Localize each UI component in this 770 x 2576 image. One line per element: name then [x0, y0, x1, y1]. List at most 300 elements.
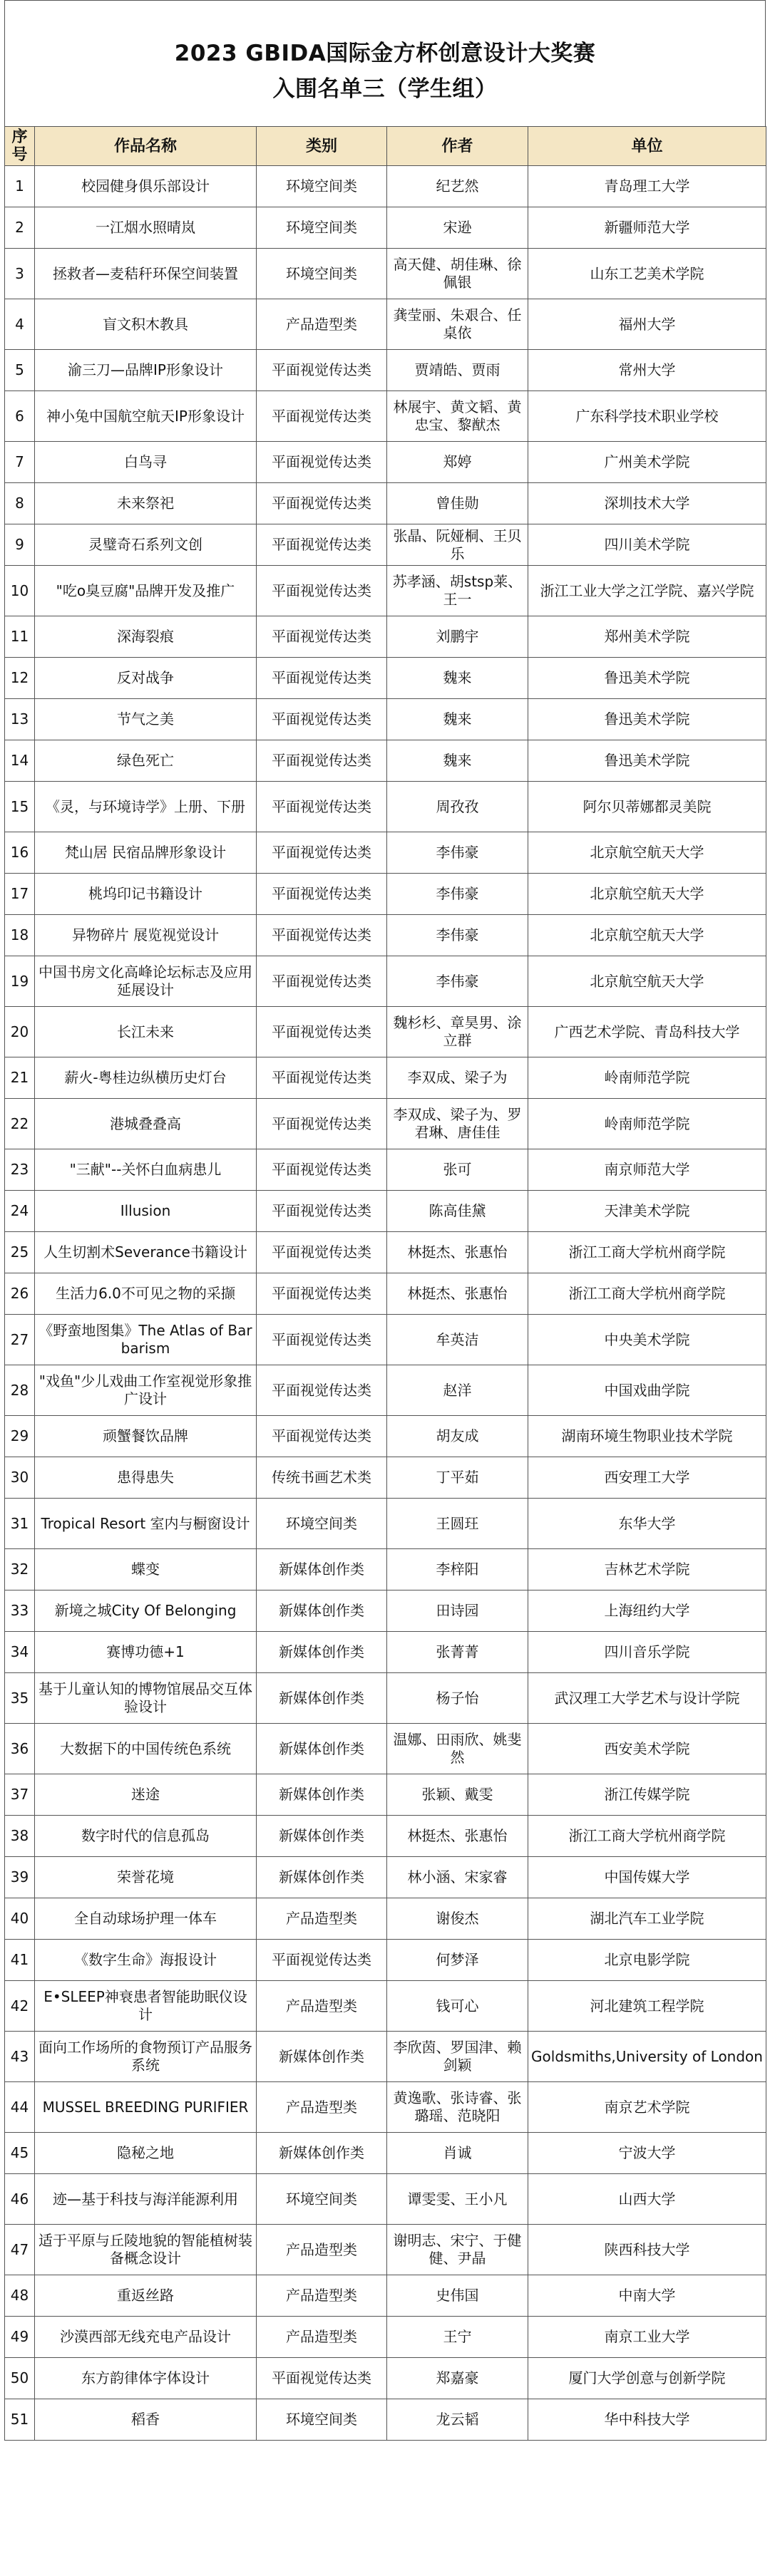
work-title-cell: Illusion: [35, 1191, 257, 1232]
unit-cell: 广东科学技术职业学校: [528, 391, 766, 442]
unit-cell: 南京工业大学: [528, 2317, 766, 2358]
author-cell: 龙云韬: [387, 2399, 528, 2441]
row-number-cell: 35: [5, 1673, 35, 1724]
work-title-cell: 桃坞印记书籍设计: [35, 874, 257, 915]
table-row: [5, 1232, 766, 1273]
table-row: [5, 956, 766, 1007]
unit-cell: 武汉理工大学艺术与设计学院: [528, 1673, 766, 1724]
table-row: [5, 658, 766, 699]
table-row: [5, 2133, 766, 2174]
table-row: [5, 1365, 766, 1416]
row-number-cell: 31: [5, 1499, 35, 1549]
unit-cell: 南京艺术学院: [528, 2082, 766, 2133]
author-cell: 魏来: [387, 740, 528, 782]
category-cell: 环境空间类: [257, 166, 387, 207]
row-number-cell: 51: [5, 2399, 35, 2441]
table-row: [5, 1457, 766, 1499]
table-row: [5, 350, 766, 391]
category-cell: 平面视觉传达类: [257, 616, 387, 658]
unit-cell: 中国戏曲学院: [528, 1365, 766, 1416]
category-cell: 新媒体创作类: [257, 2133, 387, 2174]
author-cell: 黄逸歌、张诗睿、张璐瑶、范晓阳: [387, 2082, 528, 2133]
row-number-cell: 42: [5, 1981, 35, 2032]
category-cell: 平面视觉传达类: [257, 1007, 387, 1057]
author-cell: 李双成、梁子为: [387, 1057, 528, 1099]
row-number-cell: 47: [5, 2225, 35, 2275]
unit-cell: 四川美术学院: [528, 524, 766, 566]
author-cell: 龚莹丽、朱艰合、任桌依: [387, 299, 528, 350]
category-cell: 平面视觉传达类: [257, 699, 387, 740]
work-title-cell: 赛博功德+1: [35, 1632, 257, 1673]
work-title-cell: 稻香: [35, 2399, 257, 2441]
row-number-cell: 34: [5, 1632, 35, 1673]
table-row: [5, 2174, 766, 2225]
category-cell: 平面视觉传达类: [257, 524, 387, 566]
author-cell: 史伟国: [387, 2275, 528, 2317]
table-row: [5, 1590, 766, 1632]
unit-cell: 西安理工大学: [528, 1457, 766, 1499]
category-cell: 平面视觉传达类: [257, 956, 387, 1007]
table-row: [5, 2317, 766, 2358]
header-no: 序号: [5, 127, 35, 166]
row-number-cell: 28: [5, 1365, 35, 1416]
category-cell: 平面视觉传达类: [257, 915, 387, 956]
row-number-cell: 2: [5, 207, 35, 249]
author-cell: 谢俊杰: [387, 1898, 528, 1940]
table-row: [5, 699, 766, 740]
category-cell: 产品造型类: [257, 2225, 387, 2275]
table-row: [5, 1724, 766, 1774]
unit-cell: 四川音乐学院: [528, 1632, 766, 1673]
table-row: [5, 566, 766, 616]
table-row: [5, 1007, 766, 1057]
author-cell: 牟英洁: [387, 1315, 528, 1365]
table-row: [5, 1816, 766, 1857]
author-cell: 陈高佳黛: [387, 1191, 528, 1232]
unit-cell: 北京航空航天大学: [528, 956, 766, 1007]
table-row: [5, 166, 766, 207]
table-row: [5, 1149, 766, 1191]
unit-cell: 上海纽约大学: [528, 1590, 766, 1632]
author-cell: 丁平茹: [387, 1457, 528, 1499]
row-number-cell: 33: [5, 1590, 35, 1632]
author-cell: 赵洋: [387, 1365, 528, 1416]
work-title-cell: 白鸟寻: [35, 442, 257, 483]
work-title-cell: 患得患失: [35, 1457, 257, 1499]
table-row: [5, 2032, 766, 2082]
table-row: [5, 1673, 766, 1724]
category-cell: 新媒体创作类: [257, 1774, 387, 1816]
row-number-cell: 11: [5, 616, 35, 658]
unit-cell: 北京电影学院: [528, 1940, 766, 1981]
unit-cell: 广州美术学院: [528, 442, 766, 483]
table-row: [5, 1273, 766, 1315]
author-cell: 林挺杰、张惠怡: [387, 1816, 528, 1857]
unit-cell: 天津美术学院: [528, 1191, 766, 1232]
category-cell: 新媒体创作类: [257, 1816, 387, 1857]
unit-cell: 中南大学: [528, 2275, 766, 2317]
author-cell: 魏来: [387, 658, 528, 699]
work-title-cell: 蝶变: [35, 1549, 257, 1590]
work-title-cell: 灵璧奇石系列文创: [35, 524, 257, 566]
category-cell: 平面视觉传达类: [257, 1273, 387, 1315]
table-row: [5, 1099, 766, 1149]
category-cell: 平面视觉传达类: [257, 1099, 387, 1149]
category-cell: 平面视觉传达类: [257, 874, 387, 915]
unit-cell: 广西艺术学院、青岛科技大学: [528, 1007, 766, 1057]
unit-cell: 浙江传媒学院: [528, 1774, 766, 1816]
author-cell: 贾靖皓、贾雨: [387, 350, 528, 391]
author-cell: 高天健、胡佳琳、徐佩银: [387, 249, 528, 299]
table-row: [5, 299, 766, 350]
document-sheet: [4, 0, 766, 2573]
table-row: [5, 1191, 766, 1232]
category-cell: 平面视觉传达类: [257, 1149, 387, 1191]
category-cell: 产品造型类: [257, 1898, 387, 1940]
row-number-cell: 8: [5, 483, 35, 524]
author-cell: 魏来: [387, 699, 528, 740]
work-title-cell: 未来祭祀: [35, 483, 257, 524]
work-title-cell: 《野蛮地图集》The Atlas of Barbarism: [35, 1315, 257, 1365]
table-row: [5, 249, 766, 299]
category-cell: 产品造型类: [257, 2082, 387, 2133]
author-cell: 胡友成: [387, 1416, 528, 1457]
work-title-cell: "吃o臭豆腐"品牌开发及推广: [35, 566, 257, 616]
row-number-cell: 49: [5, 2317, 35, 2358]
row-number-cell: 10: [5, 566, 35, 616]
row-number-cell: 23: [5, 1149, 35, 1191]
work-title-cell: "戏鱼"少儿戏曲工作室视觉形象推广设计: [35, 1365, 257, 1416]
work-title-cell: 全自动球场护理一体车: [35, 1898, 257, 1940]
work-title-cell: 异物碎片 展览视觉设计: [35, 915, 257, 956]
category-cell: 环境空间类: [257, 249, 387, 299]
unit-cell: 东华大学: [528, 1499, 766, 1549]
author-cell: 纪艺然: [387, 166, 528, 207]
category-cell: 平面视觉传达类: [257, 740, 387, 782]
table-row: [5, 1981, 766, 2032]
unit-cell: 福州大学: [528, 299, 766, 350]
category-cell: 新媒体创作类: [257, 1590, 387, 1632]
header-unit: 单位: [528, 127, 766, 166]
row-number-cell: 1: [5, 166, 35, 207]
row-number-cell: 7: [5, 442, 35, 483]
row-number-cell: 32: [5, 1549, 35, 1590]
table-row: [5, 616, 766, 658]
work-title-cell: 重返丝路: [35, 2275, 257, 2317]
row-number-cell: 48: [5, 2275, 35, 2317]
author-cell: 谢明志、宋宁、于健健、尹晶: [387, 2225, 528, 2275]
category-cell: 产品造型类: [257, 1981, 387, 2032]
work-title-cell: 港城叠叠高: [35, 1099, 257, 1149]
unit-cell: 浙江工业大学之江学院、嘉兴学院: [528, 566, 766, 616]
category-cell: 新媒体创作类: [257, 1549, 387, 1590]
work-title-cell: 节气之美: [35, 699, 257, 740]
row-number-cell: 15: [5, 782, 35, 832]
page-title: 2023 GBIDA国际金方杯创意设计大奖赛: [174, 41, 596, 66]
work-title-cell: Tropical Resort 室内与橱窗设计: [35, 1499, 257, 1549]
work-title-cell: MUSSEL BREEDING PURIFIER: [35, 2082, 257, 2133]
author-cell: 张菁菁: [387, 1632, 528, 1673]
table-row: [5, 740, 766, 782]
row-number-cell: 39: [5, 1857, 35, 1898]
author-cell: 田诗园: [387, 1590, 528, 1632]
category-cell: 平面视觉传达类: [257, 483, 387, 524]
author-cell: 王宁: [387, 2317, 528, 2358]
author-cell: 张颖、戴雯: [387, 1774, 528, 1816]
work-title-cell: E•SLEEP神衰患者智能助眠仪设计: [35, 1981, 257, 2032]
unit-cell: 陕西科技大学: [528, 2225, 766, 2275]
work-title-cell: 荣誉花境: [35, 1857, 257, 1898]
category-cell: 平面视觉传达类: [257, 1191, 387, 1232]
author-cell: 何梦泽: [387, 1940, 528, 1981]
author-cell: 李伟豪: [387, 915, 528, 956]
table-row: [5, 1940, 766, 1981]
table-row: [5, 1315, 766, 1365]
work-title-cell: 盲文积木教具: [35, 299, 257, 350]
row-number-cell: 21: [5, 1057, 35, 1099]
table-row: [5, 1632, 766, 1673]
row-number-cell: 4: [5, 299, 35, 350]
work-title-cell: "三献"--关怀白血病患儿: [35, 1149, 257, 1191]
unit-cell: 湖北汽车工业学院: [528, 1898, 766, 1940]
row-number-cell: 44: [5, 2082, 35, 2133]
header-category: 类别: [257, 127, 387, 166]
author-cell: 林小涵、宋家睿: [387, 1857, 528, 1898]
author-cell: 刘鹏宇: [387, 616, 528, 658]
work-title-cell: 迹—基于科技与海洋能源利用: [35, 2174, 257, 2225]
unit-cell: 岭南师范学院: [528, 1057, 766, 1099]
row-number-cell: 40: [5, 1898, 35, 1940]
author-cell: 李伟豪: [387, 832, 528, 874]
unit-cell: 阿尔贝蒂娜都灵美院: [528, 782, 766, 832]
row-number-cell: 38: [5, 1816, 35, 1857]
row-number-cell: 27: [5, 1315, 35, 1365]
category-cell: 平面视觉传达类: [257, 658, 387, 699]
unit-cell: Goldsmiths,University of London: [528, 2032, 766, 2082]
category-cell: 新媒体创作类: [257, 2032, 387, 2082]
author-cell: 郑婷: [387, 442, 528, 483]
table-row: [5, 524, 766, 566]
unit-cell: 吉林艺术学院: [528, 1549, 766, 1590]
work-title-cell: 迷途: [35, 1774, 257, 1816]
table-row: [5, 442, 766, 483]
unit-cell: 河北建筑工程学院: [528, 1981, 766, 2032]
table-row: [5, 1898, 766, 1940]
category-cell: 环境空间类: [257, 207, 387, 249]
category-cell: 平面视觉传达类: [257, 1416, 387, 1457]
category-cell: 环境空间类: [257, 1499, 387, 1549]
category-cell: 平面视觉传达类: [257, 1940, 387, 1981]
author-cell: 魏杉杉、章昊男、涂立群: [387, 1007, 528, 1057]
table-row: [5, 782, 766, 832]
row-number-cell: 46: [5, 2174, 35, 2225]
work-title-cell: 薪火-粤桂边纵横历史灯台: [35, 1057, 257, 1099]
work-title-cell: 生活力6.0不可见之物的采撷: [35, 1273, 257, 1315]
title-box: [4, 0, 766, 127]
unit-cell: 浙江工商大学杭州商学院: [528, 1273, 766, 1315]
unit-cell: 湖南环境生物职业技术学院: [528, 1416, 766, 1457]
header-author: 作者: [387, 127, 528, 166]
unit-cell: 西安美术学院: [528, 1724, 766, 1774]
row-number-cell: 6: [5, 391, 35, 442]
unit-cell: 浙江工商大学杭州商学院: [528, 1232, 766, 1273]
row-number-cell: 43: [5, 2032, 35, 2082]
category-cell: 新媒体创作类: [257, 1857, 387, 1898]
work-title-cell: 深海裂痕: [35, 616, 257, 658]
table-row: [5, 1416, 766, 1457]
author-cell: 钱可心: [387, 1981, 528, 2032]
author-cell: 宋逊: [387, 207, 528, 249]
category-cell: 平面视觉传达类: [257, 350, 387, 391]
row-number-cell: 24: [5, 1191, 35, 1232]
work-title-cell: 大数据下的中国传统色系统: [35, 1724, 257, 1774]
unit-cell: 新疆师范大学: [528, 207, 766, 249]
category-cell: 平面视觉传达类: [257, 1315, 387, 1365]
row-number-cell: 17: [5, 874, 35, 915]
author-cell: 温娜、田雨欣、姚斐然: [387, 1724, 528, 1774]
category-cell: 平面视觉传达类: [257, 832, 387, 874]
work-title-cell: 沙漠西部无线充电产品设计: [35, 2317, 257, 2358]
row-number-cell: 22: [5, 1099, 35, 1149]
table-row: [5, 915, 766, 956]
table-row: [5, 1549, 766, 1590]
work-title-cell: 人生切割术Severance书籍设计: [35, 1232, 257, 1273]
unit-cell: 北京航空航天大学: [528, 915, 766, 956]
row-number-cell: 30: [5, 1457, 35, 1499]
work-title-cell: 数字时代的信息孤岛: [35, 1816, 257, 1857]
author-cell: 张晶、阮娅桐、王贝乐: [387, 524, 528, 566]
unit-cell: 南京师范大学: [528, 1149, 766, 1191]
work-title-cell: 《灵，与环境诗学》上册、下册: [35, 782, 257, 832]
category-cell: 产品造型类: [257, 2275, 387, 2317]
unit-cell: 厦门大学创意与创新学院: [528, 2358, 766, 2399]
work-title-cell: 拯救者—麦秸秆环保空间装置: [35, 249, 257, 299]
row-number-cell: 13: [5, 699, 35, 740]
table-row: [5, 2082, 766, 2133]
row-number-cell: 29: [5, 1416, 35, 1457]
author-cell: 林展宇、黄文韬、黄忠宝、黎猷杰: [387, 391, 528, 442]
table-row: [5, 2399, 766, 2441]
category-cell: 平面视觉传达类: [257, 2358, 387, 2399]
table-row: [5, 832, 766, 874]
author-cell: 郑嘉豪: [387, 2358, 528, 2399]
work-title-cell: 《数字生命》海报设计: [35, 1940, 257, 1981]
unit-cell: 中国传媒大学: [528, 1857, 766, 1898]
work-title-cell: 面向工作场所的食物预订产品服务系统: [35, 2032, 257, 2082]
row-number-cell: 37: [5, 1774, 35, 1816]
row-number-cell: 18: [5, 915, 35, 956]
work-title-cell: 一江烟水照晴岚: [35, 207, 257, 249]
table-row: [5, 1499, 766, 1549]
category-cell: 平面视觉传达类: [257, 1057, 387, 1099]
row-number-cell: 50: [5, 2358, 35, 2399]
row-number-cell: 20: [5, 1007, 35, 1057]
row-number-cell: 5: [5, 350, 35, 391]
unit-cell: 华中科技大学: [528, 2399, 766, 2441]
row-number-cell: 36: [5, 1724, 35, 1774]
author-cell: 李双成、梁子为、罗君琳、唐佳佳: [387, 1099, 528, 1149]
category-cell: 产品造型类: [257, 2317, 387, 2358]
category-cell: 平面视觉传达类: [257, 1365, 387, 1416]
unit-cell: 浙江工商大学杭州商学院: [528, 1816, 766, 1857]
author-cell: 林挺杰、张惠怡: [387, 1232, 528, 1273]
author-cell: 李欣茵、罗国津、赖剑颖: [387, 2032, 528, 2082]
author-cell: 李梓阳: [387, 1549, 528, 1590]
work-title-cell: 长江未来: [35, 1007, 257, 1057]
unit-cell: 山西大学: [528, 2174, 766, 2225]
table-header-row: [5, 127, 766, 166]
author-cell: 肖诚: [387, 2133, 528, 2174]
category-cell: 平面视觉传达类: [257, 1232, 387, 1273]
work-title-cell: 神小兔中国航空航天IP形象设计: [35, 391, 257, 442]
header-work: 作品名称: [35, 127, 257, 166]
author-cell: 张可: [387, 1149, 528, 1191]
row-number-cell: 25: [5, 1232, 35, 1273]
work-title-cell: 校园健身俱乐部设计: [35, 166, 257, 207]
table-row: [5, 2225, 766, 2275]
row-number-cell: 9: [5, 524, 35, 566]
author-cell: 杨子怡: [387, 1673, 528, 1724]
work-title-cell: 中国书房文化高峰论坛标志及应用延展设计: [35, 956, 257, 1007]
work-title-cell: 绿色死亡: [35, 740, 257, 782]
category-cell: 环境空间类: [257, 2174, 387, 2225]
category-cell: 传统书画艺术类: [257, 1457, 387, 1499]
author-cell: 曾佳勋: [387, 483, 528, 524]
unit-cell: 郑州美术学院: [528, 616, 766, 658]
work-title-cell: 基于儿童认知的博物馆展品交互体验设计: [35, 1673, 257, 1724]
table-row: [5, 1857, 766, 1898]
row-number-cell: 19: [5, 956, 35, 1007]
unit-cell: 北京航空航天大学: [528, 874, 766, 915]
category-cell: 平面视觉传达类: [257, 782, 387, 832]
table-row: [5, 2275, 766, 2317]
unit-cell: 青岛理工大学: [528, 166, 766, 207]
row-number-cell: 16: [5, 832, 35, 874]
author-cell: 王圆玨: [387, 1499, 528, 1549]
page-subtitle: 入围名单三（学生组）: [272, 76, 498, 102]
unit-cell: 深圳技术大学: [528, 483, 766, 524]
category-cell: 平面视觉传达类: [257, 442, 387, 483]
work-title-cell: 顽蟹餐饮品牌: [35, 1416, 257, 1457]
category-cell: 新媒体创作类: [257, 1724, 387, 1774]
unit-cell: 鲁迅美术学院: [528, 658, 766, 699]
work-title-cell: 渝三刀—品牌IP形象设计: [35, 350, 257, 391]
author-cell: 李伟豪: [387, 956, 528, 1007]
table-body: [5, 166, 766, 2441]
category-cell: 产品造型类: [257, 299, 387, 350]
row-number-cell: 41: [5, 1940, 35, 1981]
unit-cell: 鲁迅美术学院: [528, 740, 766, 782]
unit-cell: 山东工艺美术学院: [528, 249, 766, 299]
row-number-cell: 45: [5, 2133, 35, 2174]
category-cell: 平面视觉传达类: [257, 391, 387, 442]
table-row: [5, 391, 766, 442]
unit-cell: 宁波大学: [528, 2133, 766, 2174]
work-title-cell: 适于平原与丘陵地貌的智能植树装备概念设计: [35, 2225, 257, 2275]
table-row: [5, 483, 766, 524]
row-number-cell: 26: [5, 1273, 35, 1315]
author-cell: 周孜孜: [387, 782, 528, 832]
category-cell: 平面视觉传达类: [257, 566, 387, 616]
row-number-cell: 3: [5, 249, 35, 299]
author-cell: 林挺杰、张惠怡: [387, 1273, 528, 1315]
unit-cell: 岭南师范学院: [528, 1099, 766, 1149]
author-cell: 谭雯雯、王小凡: [387, 2174, 528, 2225]
unit-cell: 鲁迅美术学院: [528, 699, 766, 740]
unit-cell: 中央美术学院: [528, 1315, 766, 1365]
unit-cell: 北京航空航天大学: [528, 832, 766, 874]
table-row: [5, 874, 766, 915]
